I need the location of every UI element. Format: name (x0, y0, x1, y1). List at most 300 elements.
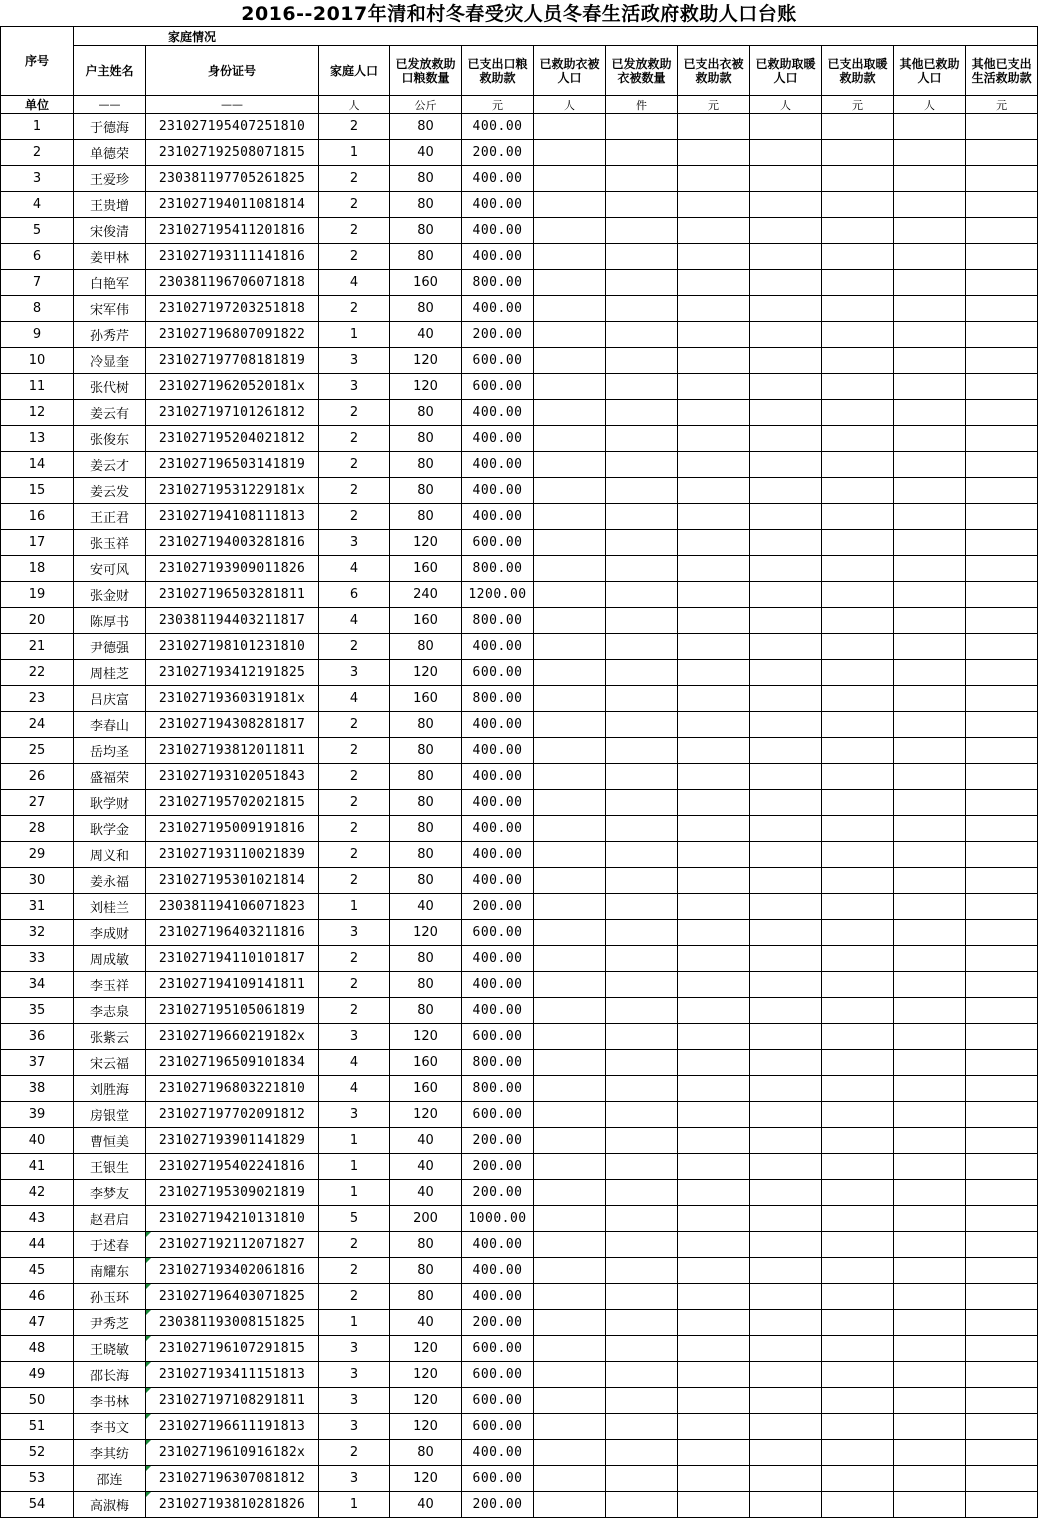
cell-grain-qty: 80 (390, 504, 462, 530)
cell-householder-name: 张紫云 (74, 1024, 146, 1050)
cell-grain-qty: 80 (390, 764, 462, 790)
cell-householder-name: 王贵增 (74, 192, 146, 218)
cell-householder-name: 姜云发 (74, 478, 146, 504)
cell-seq: 11 (1, 374, 74, 400)
cell-other-pop (894, 452, 966, 478)
cell-cloth-qty (606, 998, 678, 1024)
cell-cloth-pop (534, 920, 606, 946)
cell-grain-qty: 120 (390, 920, 462, 946)
cell-other-money (966, 1206, 1038, 1232)
cell-grain-qty: 80 (390, 166, 462, 192)
cell-cloth-pop (534, 1466, 606, 1492)
cell-id-number: 231027196807091822 (146, 322, 319, 348)
table-row (1, 1154, 1038, 1180)
cell-householder-name: 邵连 (74, 1466, 146, 1492)
cell-heat-money (822, 790, 894, 816)
cell-other-pop (894, 816, 966, 842)
cell-grain-money: 600.00 (462, 530, 534, 556)
cell-householder-name: 尹德强 (74, 634, 146, 660)
cell-heat-money (822, 894, 894, 920)
cell-cloth-money (678, 946, 750, 972)
cell-grain-qty: 40 (390, 1154, 462, 1180)
cell-cloth-qty (606, 1102, 678, 1128)
table-row (1, 920, 1038, 946)
cell-grain-money: 400.00 (462, 868, 534, 894)
cell-seq: 15 (1, 478, 74, 504)
cell-cloth-qty (606, 634, 678, 660)
cell-family-pop: 2 (319, 1284, 390, 1310)
table-row (1, 114, 1038, 140)
cell-seq: 50 (1, 1388, 74, 1414)
cell-householder-name: 张代树 (74, 374, 146, 400)
cell-grain-qty: 40 (390, 1128, 462, 1154)
cell-cloth-pop (534, 660, 606, 686)
cell-cloth-pop (534, 452, 606, 478)
cell-cloth-pop (534, 166, 606, 192)
cell-heat-pop (750, 998, 822, 1024)
cell-seq: 22 (1, 660, 74, 686)
cell-family-pop: 3 (319, 374, 390, 400)
cell-other-money (966, 296, 1038, 322)
cell-householder-name: 李书林 (74, 1388, 146, 1414)
unit-pop: 人 (319, 96, 390, 114)
cell-other-pop (894, 1492, 966, 1518)
cell-cloth-qty (606, 816, 678, 842)
cell-other-money (966, 166, 1038, 192)
cell-other-pop (894, 244, 966, 270)
cell-cloth-qty (606, 920, 678, 946)
cell-family-pop: 1 (319, 140, 390, 166)
cell-other-pop (894, 1128, 966, 1154)
cell-cloth-pop (534, 556, 606, 582)
cell-cloth-money (678, 608, 750, 634)
cell-other-money (966, 790, 1038, 816)
cell-cloth-pop (534, 374, 606, 400)
cell-id-number: 231027196403211816 (146, 920, 319, 946)
cell-grain-money: 400.00 (462, 426, 534, 452)
cell-grain-money: 200.00 (462, 1154, 534, 1180)
cell-id-number: 231027196403071825 (146, 1284, 319, 1310)
cell-heat-money (822, 1388, 894, 1414)
cell-seq: 51 (1, 1414, 74, 1440)
cell-householder-name: 盛福荣 (74, 764, 146, 790)
cell-heat-pop (750, 504, 822, 530)
table-row (1, 738, 1038, 764)
cell-cloth-money (678, 1102, 750, 1128)
cell-heat-pop (750, 1076, 822, 1102)
unit-other-money: 元 (966, 96, 1038, 114)
cell-other-money (966, 348, 1038, 374)
cell-householder-name: 高淑梅 (74, 1492, 146, 1518)
cell-cloth-money (678, 452, 750, 478)
cell-grain-qty: 80 (390, 1232, 462, 1258)
table-row (1, 1050, 1038, 1076)
cell-family-pop: 2 (319, 192, 390, 218)
cell-seq: 52 (1, 1440, 74, 1466)
cell-other-pop (894, 556, 966, 582)
unit-heat-money: 元 (822, 96, 894, 114)
cell-cloth-money (678, 1154, 750, 1180)
table-row (1, 140, 1038, 166)
cell-cloth-money (678, 348, 750, 374)
cell-other-money (966, 1154, 1038, 1180)
cell-other-pop (894, 504, 966, 530)
cell-cloth-money (678, 712, 750, 738)
cell-grain-money: 800.00 (462, 270, 534, 296)
cell-id-number: 231027194210131810 (146, 1206, 319, 1232)
cell-family-pop: 4 (319, 1076, 390, 1102)
cell-grain-qty: 120 (390, 1024, 462, 1050)
cell-heat-money (822, 608, 894, 634)
cell-householder-name: 张金财 (74, 582, 146, 608)
cell-heat-money (822, 1284, 894, 1310)
cell-other-money (966, 816, 1038, 842)
cell-heat-money (822, 1258, 894, 1284)
cell-heat-pop (750, 244, 822, 270)
cell-other-money (966, 1466, 1038, 1492)
cell-other-pop (894, 1154, 966, 1180)
cell-family-pop: 2 (319, 504, 390, 530)
cell-other-pop (894, 322, 966, 348)
cell-heat-money (822, 1024, 894, 1050)
cell-grain-qty: 40 (390, 1310, 462, 1336)
cell-grain-money: 200.00 (462, 1310, 534, 1336)
cell-seq: 43 (1, 1206, 74, 1232)
cell-other-pop (894, 192, 966, 218)
cell-grain-qty: 80 (390, 1284, 462, 1310)
cell-heat-money (822, 1232, 894, 1258)
cell-family-pop: 2 (319, 244, 390, 270)
cell-id-number: 231027195009191816 (146, 816, 319, 842)
cell-id-number: 23102719660219182x (146, 1024, 319, 1050)
cell-id-number: 231027195204021812 (146, 426, 319, 452)
cell-cloth-pop (534, 1180, 606, 1206)
cell-grain-qty: 80 (390, 842, 462, 868)
cell-cloth-money (678, 1024, 750, 1050)
cell-householder-name: 姜永福 (74, 868, 146, 894)
cell-heat-pop (750, 218, 822, 244)
cell-householder-name: 陈厚书 (74, 608, 146, 634)
cell-seq: 30 (1, 868, 74, 894)
cell-seq: 7 (1, 270, 74, 296)
cell-cloth-qty (606, 270, 678, 296)
cell-heat-money (822, 1362, 894, 1388)
cell-other-pop (894, 1206, 966, 1232)
cell-householder-name: 李玉祥 (74, 972, 146, 998)
cell-heat-money (822, 1076, 894, 1102)
cell-grain-money: 800.00 (462, 1050, 534, 1076)
cell-householder-name: 房银堂 (74, 1102, 146, 1128)
cell-cloth-pop (534, 842, 606, 868)
cell-id-number: 231027194003281816 (146, 530, 319, 556)
cell-heat-pop (750, 1310, 822, 1336)
cell-cloth-money (678, 374, 750, 400)
cell-cloth-qty (606, 452, 678, 478)
cell-id-number: 231027197702091812 (146, 1102, 319, 1128)
cell-family-pop: 2 (319, 1232, 390, 1258)
cell-householder-name: 李志泉 (74, 998, 146, 1024)
cell-other-pop (894, 1024, 966, 1050)
cell-cloth-qty (606, 1414, 678, 1440)
cell-other-money (966, 1310, 1038, 1336)
cell-seq: 17 (1, 530, 74, 556)
cell-cloth-money (678, 816, 750, 842)
cell-seq: 38 (1, 1076, 74, 1102)
cell-other-money (966, 1232, 1038, 1258)
cell-other-money (966, 452, 1038, 478)
cell-householder-name: 李春山 (74, 712, 146, 738)
cell-cloth-qty (606, 140, 678, 166)
cell-seq: 3 (1, 166, 74, 192)
cell-cloth-qty (606, 556, 678, 582)
cell-cloth-money (678, 530, 750, 556)
cell-cloth-pop (534, 1154, 606, 1180)
cell-grain-money: 800.00 (462, 608, 534, 634)
cell-heat-pop (750, 1180, 822, 1206)
cell-other-money (966, 998, 1038, 1024)
cell-heat-pop (750, 660, 822, 686)
cell-cloth-money (678, 140, 750, 166)
cell-heat-pop (750, 816, 822, 842)
cell-other-pop (894, 166, 966, 192)
table-row (1, 1102, 1038, 1128)
cell-family-pop: 3 (319, 1388, 390, 1414)
cell-householder-name: 周义和 (74, 842, 146, 868)
cell-seq: 34 (1, 972, 74, 998)
cell-cloth-pop (534, 530, 606, 556)
cell-other-pop (894, 868, 966, 894)
table-row (1, 998, 1038, 1024)
cell-householder-name: 周桂芝 (74, 660, 146, 686)
cell-other-pop (894, 1362, 966, 1388)
cell-cloth-qty (606, 660, 678, 686)
cell-other-money (966, 920, 1038, 946)
cell-cloth-qty (606, 1206, 678, 1232)
cell-id-number: 231027194011081814 (146, 192, 319, 218)
header-id: 身份证号 (146, 46, 319, 96)
cell-other-money (966, 374, 1038, 400)
cell-cloth-pop (534, 426, 606, 452)
cell-cloth-qty (606, 426, 678, 452)
cell-grain-money: 400.00 (462, 114, 534, 140)
cell-heat-pop (750, 1258, 822, 1284)
cell-grain-qty: 120 (390, 530, 462, 556)
cell-family-pop: 3 (319, 530, 390, 556)
cell-id-number: 231027198101231810 (146, 634, 319, 660)
cell-householder-name: 冷显奎 (74, 348, 146, 374)
cell-seq: 41 (1, 1154, 74, 1180)
cell-cloth-qty (606, 1258, 678, 1284)
cell-heat-money (822, 764, 894, 790)
cell-grain-money: 600.00 (462, 1102, 534, 1128)
cell-seq: 35 (1, 998, 74, 1024)
cell-family-pop: 3 (319, 348, 390, 374)
cell-family-pop: 2 (319, 426, 390, 452)
table-body (1, 114, 1038, 1518)
cell-cloth-pop (534, 1050, 606, 1076)
cell-grain-qty: 160 (390, 270, 462, 296)
cell-other-money (966, 244, 1038, 270)
cell-id-number: 231027193102051843 (146, 764, 319, 790)
cell-cloth-qty (606, 790, 678, 816)
cell-seq: 36 (1, 1024, 74, 1050)
cell-family-pop: 2 (319, 1258, 390, 1284)
unit-id: —— (146, 96, 319, 114)
cell-heat-pop (750, 1232, 822, 1258)
cell-grain-money: 1000.00 (462, 1206, 534, 1232)
cell-cloth-qty (606, 972, 678, 998)
cell-grain-money: 400.00 (462, 1440, 534, 1466)
cell-heat-money (822, 452, 894, 478)
table-row (1, 244, 1038, 270)
cell-grain-money: 400.00 (462, 738, 534, 764)
cell-householder-name: 王爱珍 (74, 166, 146, 192)
cell-family-pop: 2 (319, 166, 390, 192)
cell-other-pop (894, 1050, 966, 1076)
cell-grain-qty: 80 (390, 218, 462, 244)
cell-householder-name: 宋俊清 (74, 218, 146, 244)
cell-cloth-qty (606, 582, 678, 608)
cell-heat-money (822, 1492, 894, 1518)
cell-cloth-pop (534, 478, 606, 504)
cell-other-money (966, 1258, 1038, 1284)
cell-family-pop: 3 (319, 1336, 390, 1362)
cell-heat-pop (750, 1154, 822, 1180)
cell-other-pop (894, 894, 966, 920)
unit-cloth-qty: 件 (606, 96, 678, 114)
cell-heat-money (822, 504, 894, 530)
cell-heat-pop (750, 972, 822, 998)
cell-cloth-pop (534, 1414, 606, 1440)
header-family-group: 家庭情况 (74, 27, 1038, 46)
cell-family-pop: 1 (319, 1128, 390, 1154)
cell-other-money (966, 1388, 1038, 1414)
table-row (1, 1310, 1038, 1336)
cell-cloth-money (678, 218, 750, 244)
cell-other-pop (894, 712, 966, 738)
header-grain-qty: 已发放救助口粮数量 (390, 46, 462, 96)
table-row (1, 1128, 1038, 1154)
cell-cloth-qty (606, 114, 678, 140)
cell-seq: 46 (1, 1284, 74, 1310)
unit-row-label: 单位 (1, 96, 74, 114)
cell-other-pop (894, 218, 966, 244)
cell-id-number: 231027193810281826 (146, 1492, 319, 1518)
cell-cloth-money (678, 270, 750, 296)
table-row (1, 1388, 1038, 1414)
cell-householder-name: 姜云有 (74, 400, 146, 426)
cell-cloth-money (678, 1362, 750, 1388)
cell-householder-name: 于述春 (74, 1232, 146, 1258)
cell-family-pop: 2 (319, 972, 390, 998)
cell-id-number: 231027195309021819 (146, 1180, 319, 1206)
cell-householder-name: 邵长海 (74, 1362, 146, 1388)
table-row (1, 374, 1038, 400)
cell-cloth-money (678, 1258, 750, 1284)
cell-other-pop (894, 790, 966, 816)
cell-householder-name: 王晓敏 (74, 1336, 146, 1362)
header-name: 户主姓名 (74, 46, 146, 96)
cell-grain-qty: 80 (390, 634, 462, 660)
header-pop: 家庭人口 (319, 46, 390, 96)
cell-other-money (966, 322, 1038, 348)
cell-id-number: 231027194110101817 (146, 946, 319, 972)
cell-id-number: 230381196706071818 (146, 270, 319, 296)
sheet-title: 2016--2017年清和村冬春受灾人员冬春生活政府救助人口台账 (241, 3, 797, 25)
cell-grain-money: 400.00 (462, 634, 534, 660)
unit-cloth-pop: 人 (534, 96, 606, 114)
cell-id-number: 231027193412191825 (146, 660, 319, 686)
cell-seq: 21 (1, 634, 74, 660)
table-row (1, 296, 1038, 322)
header-seq: 序号 (1, 27, 74, 96)
table-row (1, 972, 1038, 998)
cell-other-money (966, 582, 1038, 608)
cell-other-money (966, 530, 1038, 556)
cell-cloth-qty (606, 348, 678, 374)
cell-other-money (966, 1492, 1038, 1518)
cell-cloth-qty (606, 322, 678, 348)
cell-heat-pop (750, 1050, 822, 1076)
table-row (1, 1362, 1038, 1388)
cell-family-pop: 2 (319, 764, 390, 790)
cell-cloth-money (678, 1284, 750, 1310)
cell-id-number: 231027196509101834 (146, 1050, 319, 1076)
cell-grain-money: 400.00 (462, 452, 534, 478)
cell-householder-name: 李梦友 (74, 1180, 146, 1206)
cell-cloth-money (678, 244, 750, 270)
cell-cloth-pop (534, 1024, 606, 1050)
cell-seq: 44 (1, 1232, 74, 1258)
cell-cloth-qty (606, 400, 678, 426)
table-row (1, 400, 1038, 426)
table-row (1, 270, 1038, 296)
cell-grain-qty: 80 (390, 998, 462, 1024)
cell-cloth-pop (534, 1284, 606, 1310)
cell-cloth-qty (606, 1362, 678, 1388)
cell-family-pop: 1 (319, 1310, 390, 1336)
table-row (1, 218, 1038, 244)
cell-cloth-money (678, 868, 750, 894)
cell-grain-money: 400.00 (462, 1232, 534, 1258)
cell-grain-money: 400.00 (462, 712, 534, 738)
cell-id-number: 231027193111141816 (146, 244, 319, 270)
cell-id-number: 231027193110021839 (146, 842, 319, 868)
cell-grain-money: 800.00 (462, 556, 534, 582)
cell-cloth-pop (534, 1336, 606, 1362)
cell-grain-qty: 40 (390, 322, 462, 348)
unit-heat-pop: 人 (750, 96, 822, 114)
cell-cloth-pop (534, 764, 606, 790)
cell-heat-pop (750, 920, 822, 946)
cell-grain-money: 800.00 (462, 1076, 534, 1102)
cell-grain-qty: 80 (390, 738, 462, 764)
cell-other-pop (894, 1310, 966, 1336)
cell-cloth-money (678, 920, 750, 946)
table-row (1, 660, 1038, 686)
table-row (1, 1466, 1038, 1492)
table-row (1, 1180, 1038, 1206)
cell-other-pop (894, 764, 966, 790)
cell-cloth-pop (534, 218, 606, 244)
cell-heat-money (822, 244, 894, 270)
cell-cloth-money (678, 192, 750, 218)
cell-heat-pop (750, 556, 822, 582)
cell-other-money (966, 1050, 1038, 1076)
cell-cloth-money (678, 1492, 750, 1518)
table-row (1, 894, 1038, 920)
cell-householder-name: 李成财 (74, 920, 146, 946)
